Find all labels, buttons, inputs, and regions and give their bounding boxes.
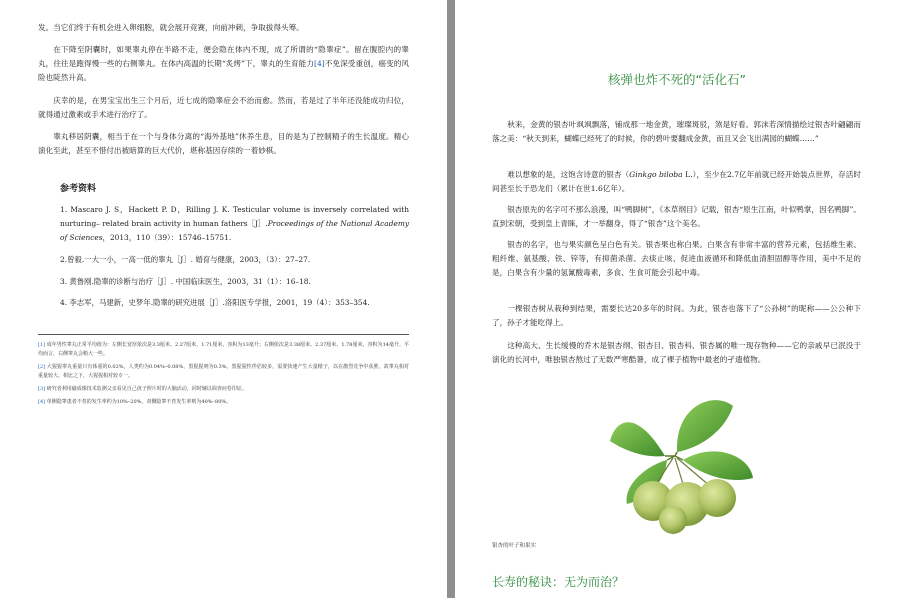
reference-text: 1. Mascaro J. S，Hackett P. D，Rilling J. K. Testicular volume is inversely correlated with nurturing– related brain activity in human fathers［J］. — [60, 205, 409, 228]
paragraph-recovery: 庆幸的是，在男宝宝出生三个月后，近七成的隐睾症会不治而愈。然而，若是过了半年还没能成功归位，就得通过激素或手术进行治疗了。 — [38, 96, 409, 119]
paragraph-text: 难以想象的是，这饱含诗意的银杏（ — [507, 170, 630, 179]
footnote-2 — [38, 363, 409, 381]
reference-item-1 — [60, 203, 409, 245]
footnote-ref-4[interactable]: [4] — [313, 59, 325, 68]
continued-paragraph: 发。当它们终于有机会进入卵细胞，就会展开竞赛，向前冲刺，争取拔得头筹。 — [38, 23, 304, 32]
footnote-marker[interactable]: [2] — [38, 364, 46, 370]
ginkgo-leaf — [677, 400, 733, 452]
paragraph-text: 在下降至阴囊时，如果睾丸停在半路不走，便会隐在体内不现，成了所谓的“隐睾症”。留在腹腔内的睾丸，往往是跑得慢一些的右侧睾丸。在体内高温的长期“炙烤”下，睾丸的生育能力 — [38, 45, 409, 68]
page-gutter — [447, 0, 455, 598]
reference-item-4: 4. 李志军，马建新，史梦年.隐睾的研究进展［J］.洛阳医专学报，2001，19（4）：353–354. — [60, 298, 370, 307]
ginkgo-leaf — [683, 451, 753, 480]
references-heading: 参考资料 — [60, 184, 97, 194]
footnote-marker[interactable]: [1] — [38, 342, 46, 348]
paragraph-ancient — [492, 168, 861, 196]
footnote-text: 成年男性睾丸正常平均值为：左侧长宽厚依次是3.3厘米、2.27厘米、1.71厘米，容积为13毫升；右侧依次是3.38厘米、2.37厘米、1.78厘米，容积为14毫升。平均而言，右侧睾丸会稍大一些。 — [38, 342, 409, 357]
reference-journal: Proceedings of the National Academy of Sciences — [60, 219, 409, 242]
paragraph-overseas-base: 睾丸移居阴囊，相当于在一个与身体分离的“海外基地”休养生息，目的是为了控制精子的生长温度。精心演化至此，甚至不惜付出被暗算的巨大代价，堪称基因存续的一着妙棋。 — [38, 132, 409, 155]
footnote-text: 单侧隐睾患者不育的发生率约为10%–20%，双侧隐睾不育发生率则为40%–80%。 — [46, 399, 232, 405]
reference-item-2: 2.曾毅.一大一小，一高一低的睾丸［J］. 婚育与健康，2003，（3）：27–27. — [60, 255, 311, 264]
ginkgo-fruit — [698, 479, 736, 517]
paragraph-autumn: 秋来，金黄的银杏叶飒飒飘落，铺成那一地金黄，璀璨斑驳，煞是好看。郭沫若深情描绘过银杏叶翩翩而落之美：“秋天到来，蝴蝶已经死了的时候，你的碧叶要翻成金黄，而且又会飞出满园的蝴蝶……” — [492, 120, 861, 143]
left-page — [0, 0, 447, 598]
ginkgo-illustration — [605, 386, 755, 536]
ginkgo-fruit — [659, 506, 687, 534]
paragraph-text-end: L.），至少在2.7亿年前就已经开始装点世界，存活时间甚至长于恐龙们（累计在世1.6亿年）。 — [492, 170, 861, 193]
paragraph-nutrition: 银杏的名字，也与果实颜色呈白色有关。银杏果也称白果。白果含有非常丰富的营养元素，包括维生素、粗纤维、氨基酸、铁、锌等，有抑菌杀菌、去痰止咳、促进血液循环和降低血清胆固醇等作用，美中不足的是，白果含有少量的氢氰酸毒素，多食、生食可能会引起中毒。 — [492, 240, 861, 277]
footnote-3 — [38, 385, 409, 394]
footnote-text: 大猩猩睾丸重量只有体重的0.02%，人类约为0.04%–0.08%，黑猩猩则为0.3%。黑猩猩性伴侣较多，需要快速产生大量精子，以在激烈竞争中获胜，故睾丸相对重量较大。相比之下，大猩猩相对较专一。 — [38, 364, 409, 379]
latin-name: Ginkgo biloba — [629, 170, 683, 179]
reference-item-3: 3. 黄鲁刚.隐睾的诊断与治疗［J］. 中国临床医生，2003，31（1）：16–18. — [60, 277, 311, 286]
figure-caption: 银杏的叶子和果实 — [492, 543, 537, 549]
right-page — [455, 0, 899, 598]
footnote-marker[interactable]: [4] — [38, 399, 46, 405]
footnotes — [38, 341, 409, 411]
paragraph-cryptorchidism — [38, 43, 409, 85]
footnote-4 — [38, 398, 409, 407]
paragraph-name-origin: 银杏原先的名字可不那么浪漫，叫“鸭脚树”，《本草纲目》记载，银杏“原生江南，叶似鸭掌，因名鸭脚”。直到宋朝，受到皇上青睐，才一举翻身，得了“银杏”这个美名。 — [492, 205, 861, 228]
footnote-text: 研究者利用磁成像技术监测父亲看见自己孩子照片时的大脑活动，同时辅以调查问卷印证。 — [46, 386, 247, 392]
ginkgo-leaf — [610, 422, 665, 456]
reference-text-end: ，2013，110（39）：15746–15751. — [102, 233, 232, 242]
section-subheading: 长寿的秘诀：无为而治？ — [492, 575, 625, 589]
footnote-divider — [38, 334, 409, 335]
paragraph-grandfather-tree: 一棵银杏树从栽种到结果，需要长达20多年的时间。为此，银杏也落下了“公孙树”的昵称——公公种下了，孙子才能吃得上。 — [492, 304, 861, 327]
footnote-1 — [38, 341, 409, 359]
paragraph-living-fossil: 这种高大、生长缓慢的乔木是银杏纲、银杏目、银杏科、银杏属的唯一现存物种——它的亲戚早已泯没于演化的长河中，唯独银杏熬过了无数严寒酷暑，成了裸子植物中最老的孑遗植物。 — [492, 341, 861, 364]
section-title: 核弹也炸不死的“活化石” — [608, 72, 746, 87]
paragraph-text-end: 不免深受重创，癌变的风险也陡然升高。 — [38, 59, 410, 82]
footnote-marker[interactable]: [3] — [38, 386, 46, 392]
